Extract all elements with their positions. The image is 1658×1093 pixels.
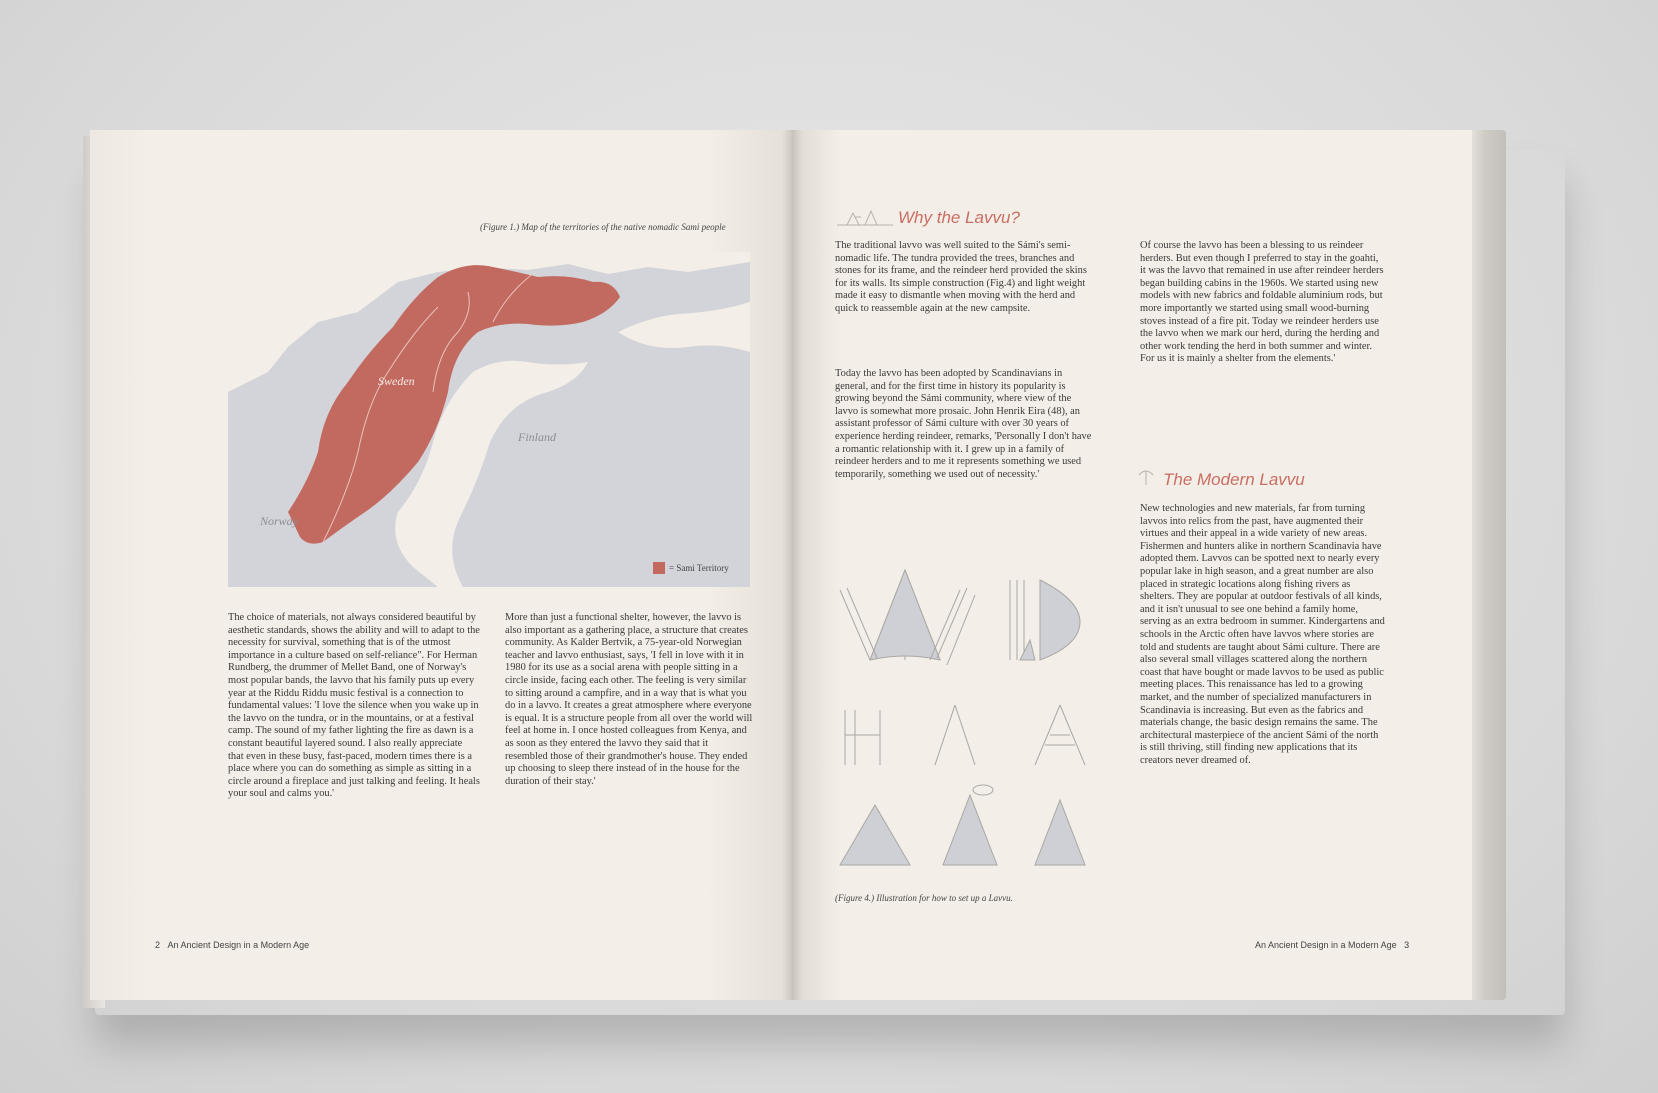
- map-label-norway: Norway: [260, 514, 299, 528]
- legend-label: = Sami Territory: [669, 563, 729, 573]
- left-column-2: More than just a functional shelter, however, the lavvo is also important as a gathering place, a structure that creates community. As Kalder Bertvik, a 75-year-old Norwegian teacher and lavvo enthusiast, says, 'I fell in love with it in 1980 for its use as a social arena with people sitting in a circle inside, facing each other. The feeling is very similar to sitting around a campfire, and in a way that is what you do in a lavvo. It creates a great atmosphere where everyone is equal. It is a structure people from all over the world will feel at home in. I once hosted colleagues from Kenya, and as soon as they entered the lavvo they said that it resembled those of their grandmother's house. They ended up choosing to sleep there instead of in the house for the duration of their stay.': [505, 612, 753, 787]
- map-legend: [653, 562, 729, 574]
- left-running-title: An Ancient Design in a Modern Age: [167, 940, 310, 950]
- map-caption: (Figure 1.) Map of the territories of the native nomadic Sami people: [480, 222, 726, 232]
- right-column-1-paragraph-1: The traditional lavvo was well suited to the Sámi's semi-nomadic life. The tundra provided the trees, branches and stones for its frame, and the reindeer herd provided the skins for its walls. Its simple construction (Fig.4) and light weight made it easy to dismantle when moving with the herd and quick to reassemble again at the new campsite.: [835, 240, 1087, 314]
- map-label-sweden: Sweden: [378, 374, 415, 388]
- right-column-2-paragraph-1: Of course the lavvo has been a blessing to us reindeer herders. But even though I preferred to stay in the goahti, it was the lavvo that remained in use after reindeer herders began building cabins in the 1960s. We started using new models with new fabrics and foldable aluminium rods, but more importantly we started using small wood-burning stoves instead of a fire pit. Today we reindeer herders use the lavvo when we mark our herd, during the herding and other work tending the herd in both summer and winter. For us it is mainly a shelter from the elements.': [1140, 240, 1384, 365]
- lavvu-small-icon: [1135, 465, 1157, 487]
- page-stack-right: [1470, 130, 1506, 1000]
- book-gutter: [782, 130, 802, 1000]
- left-footer: [155, 940, 309, 950]
- sami-territory-map: [228, 252, 750, 587]
- map-graphic: [228, 252, 750, 587]
- right-running-title: An Ancient Design in a Modern Age: [1255, 940, 1397, 950]
- left-page-number: 2: [155, 940, 161, 950]
- right-column-2-paragraph-2: New technologies and new materials, far from turning lavvos into relics from the past, have augmented their virtues and their appeal in a wide variety of new areas. Fishermen and hunters alike in northern Scandinavia have adopted them. Lavvos can be spotted next to nearly every popular lake in high season, and a great number are also placed in strategic locations along fishing rivers as shelters. They are popular at outdoor festivals of all kinds, and it isn't unusual to see one behind a family home, serving as an extra bedroom in summer. Kindergartens and schools in the Arctic often have lavvos where stories are told and students are taught about Sámi culture. There are also several small villages scattered along the northern coast that have bought or made lavvos to be used as public meeting places. This renaissance has led to a growing market, and the number of specialized manufacturers in Scandinavia is increasing. But even as the fabrics and materials change, the basic design remains the same. The architectural masterpiece of the ancient Sámi of the north is still thriving, still finding new applications that its creators never dreamed of.: [1140, 503, 1385, 766]
- right-footer: [1255, 940, 1409, 950]
- figure-caption: (Figure 4.) Illustration for how to set up a Lavvu.: [835, 893, 1013, 903]
- legend-swatch: [653, 562, 665, 574]
- map-label-finland: Finland: [518, 430, 556, 444]
- lavvu-camp-icon: [835, 205, 895, 227]
- right-column-1-paragraph-2: Today the lavvo has been adopted by Scandinavians in general, and for the first time in history its popularity is growing beyond the Sámi community, where view of the lavvo is somewhat more prosaic. John Henrik Eira (48), an assistant professor of Sámi culture with over 30 years of experience herding reindeer, remarks, 'Personally I don't have a romantic relationship with it. I grew up in a family of reindeer herders and to me it represents something we used temporarily, something we used out of necessity.': [835, 368, 1092, 480]
- heading-the-modern-lavvu: The Modern Lavvu: [1163, 470, 1305, 489]
- heading-why-the-lavvu: Why the Lavvu?: [898, 208, 1020, 227]
- left-column-1: The choice of materials, not always considered beautiful by aesthetic standards, shows the ability and will to adapt to the necessity for survival, something that is of the utmost importance in a culture based on self-reliance". For Herman Rundberg, the drummer of Mellet Band, one of Norway's most popular bands, the lavvo that his family puts up every year at the Riddu Riddu music festival is a connection to fundamental values: 'I love the silence when you wake up in the lavvo on the tundra, or in the mountains, or at a festival camp. The sound of my father lighting the fire as dawn is a constant beautiful layered sound. I also really appreciate that even in these busy, fast-paced, modern times there is a place where you can do something as simple as sitting in a circle around a fireplace and just talking and feeling. It heals your soul and calms you.': [228, 612, 480, 800]
- right-page-number: 3: [1404, 940, 1410, 950]
- lavvu-setup-illustration: [835, 560, 1115, 880]
